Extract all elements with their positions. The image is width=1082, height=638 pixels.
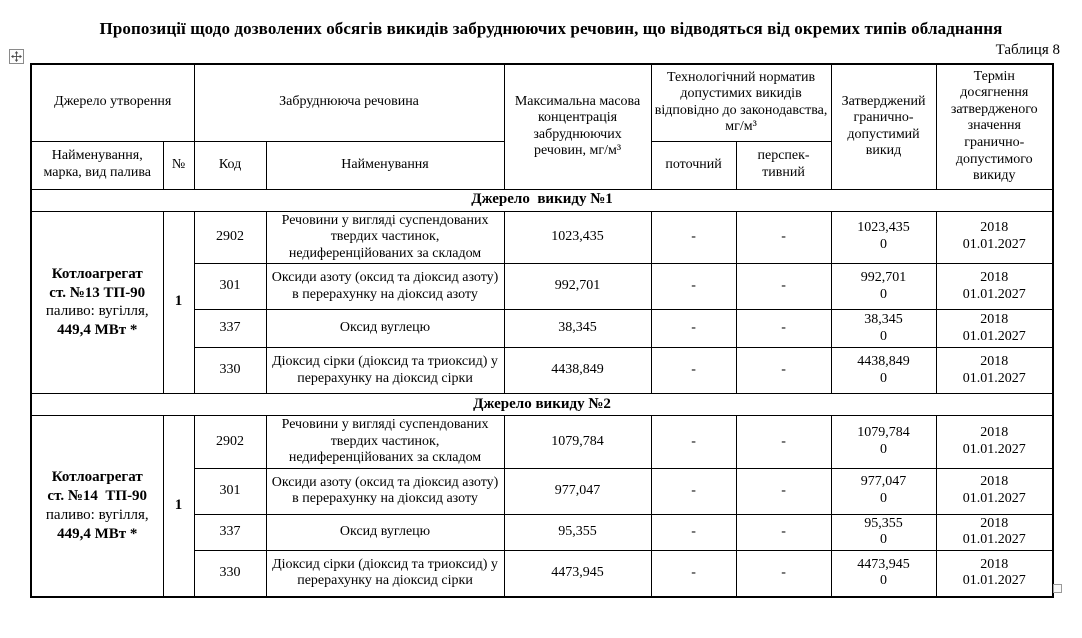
source-line: 449,4 МВт * bbox=[57, 322, 138, 339]
perspective-norm-value: - bbox=[736, 264, 831, 310]
header-tech-norm: Технологічний норматив допустимих викидів відповідно до законодавства, мг/м³ bbox=[651, 64, 831, 141]
current-norm-value: - bbox=[651, 468, 736, 514]
max-concentration-value: 4473,945 bbox=[504, 551, 651, 597]
approved-zero: 0 bbox=[880, 328, 888, 344]
approved-limit-cell bbox=[831, 348, 936, 394]
page-title: Пропозиції щодо дозволених обсягів викидів забруднюючих речовин, що відводяться від окремих типів обладнання bbox=[99, 19, 1003, 38]
approved-zero: 0 bbox=[880, 370, 888, 386]
term-cell bbox=[936, 514, 1053, 551]
term-year: 2018 bbox=[980, 311, 1009, 327]
perspective-norm-value: - bbox=[736, 348, 831, 394]
pollutant-code: 330 bbox=[194, 348, 266, 394]
max-concentration-value: 95,355 bbox=[504, 514, 651, 551]
source-line: Котлоагрегат bbox=[51, 469, 143, 486]
table-resize-handle[interactable] bbox=[1053, 584, 1062, 593]
table-move-handle[interactable] bbox=[9, 49, 24, 64]
term-date: 01.01.2027 bbox=[962, 441, 1026, 457]
approved-limit-cell bbox=[831, 468, 936, 514]
current-norm-value: - bbox=[651, 514, 736, 551]
term-cell bbox=[936, 348, 1053, 394]
source-equipment-cell bbox=[31, 211, 163, 394]
pollutant-name: Діоксид сірки (діоксид та триоксид) у перерахунку на діоксид сірки bbox=[266, 551, 504, 597]
source-line: паливо: вугілля, bbox=[45, 303, 149, 320]
perspective-norm-value: - bbox=[736, 468, 831, 514]
approved-zero: 0 bbox=[880, 441, 888, 457]
pollutant-name: Речовини у вигляді суспендованих твердих частинок, недиференційованих за складом bbox=[266, 211, 504, 264]
table-row bbox=[31, 416, 1053, 469]
max-concentration-value: 1079,784 bbox=[504, 416, 651, 469]
move-arrows-icon bbox=[11, 51, 22, 62]
header-perspective: перспек-тивний bbox=[736, 141, 831, 189]
term-year: 2018 bbox=[980, 474, 1009, 490]
max-concentration-value: 977,047 bbox=[504, 468, 651, 514]
approved-zero: 0 bbox=[880, 286, 888, 302]
source-line: паливо: вугілля, bbox=[45, 506, 149, 523]
approved-zero: 0 bbox=[880, 491, 888, 507]
term-year: 2018 bbox=[980, 425, 1009, 441]
source-line: ст. №14 ТП-90 bbox=[47, 488, 148, 505]
term-date: 01.01.2027 bbox=[962, 532, 1026, 548]
approved-value: 38,345 bbox=[864, 311, 903, 327]
term-year: 2018 bbox=[980, 515, 1009, 531]
source-line: Котлоагрегат bbox=[51, 265, 143, 282]
approved-value: 95,355 bbox=[864, 515, 903, 531]
approved-limit-cell bbox=[831, 310, 936, 348]
term-cell bbox=[936, 416, 1053, 469]
max-concentration-value: 1023,435 bbox=[504, 211, 651, 264]
approved-value: 1079,784 bbox=[857, 425, 910, 441]
source-line: ст. №13 ТП-90 bbox=[49, 284, 146, 301]
approved-value: 977,047 bbox=[860, 474, 907, 490]
approved-value: 1023,435 bbox=[857, 220, 910, 236]
max-concentration-value: 4438,849 bbox=[504, 348, 651, 394]
approved-limit-cell bbox=[831, 416, 936, 469]
term-year: 2018 bbox=[980, 220, 1009, 236]
unit-number-cell: 1 bbox=[163, 211, 194, 394]
current-norm-value: - bbox=[651, 551, 736, 597]
header-code: Код bbox=[194, 141, 266, 189]
approved-limit-cell bbox=[831, 551, 936, 597]
header-number: № bbox=[163, 141, 194, 189]
term-cell bbox=[936, 211, 1053, 264]
term-cell bbox=[936, 468, 1053, 514]
header-current: поточний bbox=[651, 141, 736, 189]
header-source-name: Найменування, марка, вид палива bbox=[31, 141, 163, 189]
approved-limit-cell bbox=[831, 211, 936, 264]
term-date: 01.01.2027 bbox=[962, 286, 1026, 302]
perspective-norm-value: - bbox=[736, 416, 831, 469]
header-pollutant-group: Забруднююча речовина bbox=[194, 64, 504, 141]
table-caption: Таблиця 8 bbox=[995, 42, 1060, 58]
emissions-table bbox=[30, 63, 1054, 598]
table-row bbox=[31, 211, 1053, 264]
current-norm-value: - bbox=[651, 264, 736, 310]
current-norm-value: - bbox=[651, 348, 736, 394]
term-year: 2018 bbox=[980, 556, 1009, 572]
term-cell bbox=[936, 310, 1053, 348]
pollutant-code: 2902 bbox=[194, 211, 266, 264]
approved-zero: 0 bbox=[880, 573, 888, 589]
header-max-concentration: Максимальна масова концентрація забруднюючих речовин, мг/м³ bbox=[504, 64, 651, 189]
current-norm-value: - bbox=[651, 211, 736, 264]
approved-limit-cell bbox=[831, 264, 936, 310]
header-source-group: Джерело утворення bbox=[31, 64, 194, 141]
pollutant-name: Оксид вуглецю bbox=[266, 514, 504, 551]
header-approved-limit: Затверджений гранично-допустимий викид bbox=[831, 64, 936, 189]
source-equipment-cell bbox=[31, 416, 163, 597]
unit-number-cell: 1 bbox=[163, 416, 194, 597]
pollutant-code: 330 bbox=[194, 551, 266, 597]
source-line: 449,4 МВт * bbox=[57, 525, 138, 542]
approved-zero: 0 bbox=[880, 532, 888, 548]
approved-zero: 0 bbox=[880, 237, 888, 253]
max-concentration-value: 992,701 bbox=[504, 264, 651, 310]
max-concentration-value: 38,345 bbox=[504, 310, 651, 348]
term-date: 01.01.2027 bbox=[962, 491, 1026, 507]
term-date: 01.01.2027 bbox=[962, 370, 1026, 386]
pollutant-code: 301 bbox=[194, 468, 266, 514]
term-date: 01.01.2027 bbox=[962, 573, 1026, 589]
header-term: Термін досягнення затвердженого значення гранично-допустимого викиду bbox=[936, 64, 1053, 189]
perspective-norm-value: - bbox=[736, 514, 831, 551]
approved-value: 4438,849 bbox=[857, 353, 910, 369]
term-date: 01.01.2027 bbox=[962, 237, 1026, 253]
emission-source-band: Джерело викиду №1 bbox=[31, 189, 1053, 211]
perspective-norm-value: - bbox=[736, 211, 831, 264]
emission-source-band: Джерело викиду №2 bbox=[31, 394, 1053, 416]
perspective-norm-value: - bbox=[736, 551, 831, 597]
pollutant-code: 337 bbox=[194, 310, 266, 348]
approved-limit-cell bbox=[831, 514, 936, 551]
term-cell bbox=[936, 551, 1053, 597]
pollutant-name: Оксиди азоту (оксид та діоксид азоту) в перерахунку на діоксид азоту bbox=[266, 468, 504, 514]
current-norm-value: - bbox=[651, 310, 736, 348]
pollutant-name: Діоксид сірки (діоксид та триоксид) у перерахунку на діоксид сірки bbox=[266, 348, 504, 394]
pollutant-code: 337 bbox=[194, 514, 266, 551]
term-year: 2018 bbox=[980, 269, 1009, 285]
pollutant-name: Оксид вуглецю bbox=[266, 310, 504, 348]
pollutant-name: Оксиди азоту (оксид та діоксид азоту) в перерахунку на діоксид азоту bbox=[266, 264, 504, 310]
perspective-norm-value: - bbox=[736, 310, 831, 348]
term-date: 01.01.2027 bbox=[962, 328, 1026, 344]
header-name: Найменування bbox=[266, 141, 504, 189]
pollutant-code: 2902 bbox=[194, 416, 266, 469]
pollutant-name: Речовини у вигляді суспендованих твердих частинок, недиференційованих за складом bbox=[266, 416, 504, 469]
term-cell bbox=[936, 264, 1053, 310]
approved-value: 4473,945 bbox=[857, 556, 910, 572]
term-year: 2018 bbox=[980, 353, 1009, 369]
approved-value: 992,701 bbox=[860, 269, 907, 285]
pollutant-code: 301 bbox=[194, 264, 266, 310]
current-norm-value: - bbox=[651, 416, 736, 469]
